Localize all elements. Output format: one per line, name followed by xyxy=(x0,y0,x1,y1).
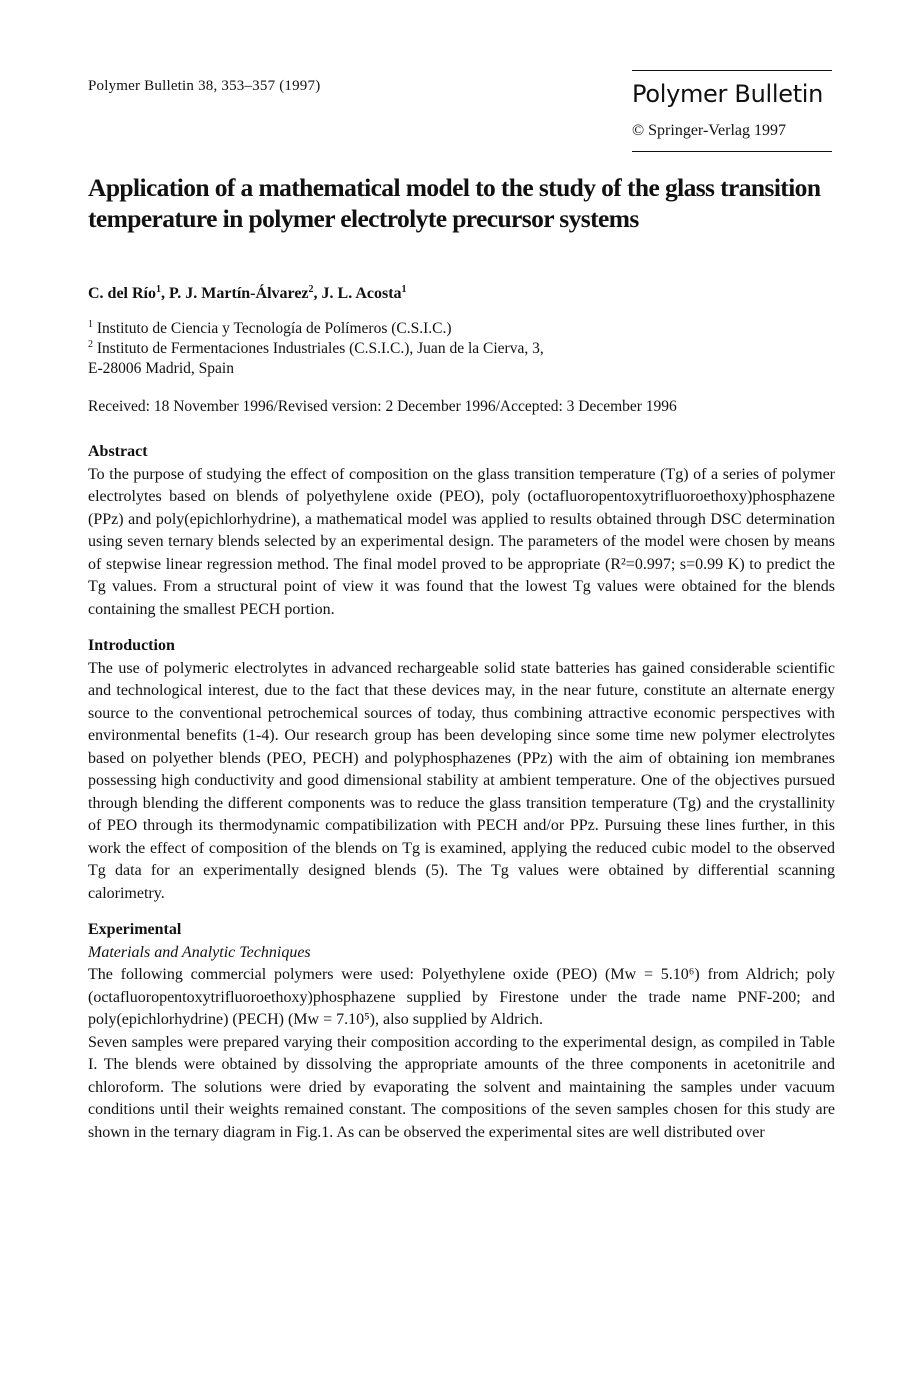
affiliations xyxy=(88,319,544,379)
header-rule-bottom xyxy=(632,151,832,152)
abstract-heading: Abstract xyxy=(88,443,148,460)
author-affiliation-mark: 1 xyxy=(401,284,407,295)
affiliation-line xyxy=(88,339,544,359)
experimental-paragraph-1: The following commercial polymers were used: Polyethylene oxide (PEO) (Mw = 5.10⁶) from Aldrich; poly (octafluoropentoxytrifluoroethoxy)phosphazene supplied by Firestone under the trade name PNF-200; and poly(epichlorhydrine) (PECH) (Mw = 7.10⁵), also supplied by Aldrich. xyxy=(88,966,835,1028)
experimental-section xyxy=(88,919,835,1144)
affiliation-line xyxy=(88,319,544,339)
abstract-text: To the purpose of studying the effect of composition on the glass transition temperature (Tg) of a series of polymer electrolytes based on blends of polyethylene oxide (PEO), poly (octafluoropentoxytrifluoroethoxy)phosphazene (PPz) and poly(epichlorhydrine), a mathematical model was applied to results obtained through DSC determination using seven ternary blends selected by an experimental design. The parameters of the model were chosen by means of stepwise linear regression method. The final model proved to be appropriate (R²=0.997; s=0.99 K) to predict the Tg values. From a structural point of view it was found that the lowest Tg values were obtained for the blends containing the smallest PECH portion. xyxy=(88,465,835,618)
affiliation-line xyxy=(88,359,544,379)
experimental-heading: Experimental xyxy=(88,921,182,938)
author-list xyxy=(88,285,407,303)
introduction-section xyxy=(88,635,835,905)
abstract-section xyxy=(88,441,835,621)
received-dates: Received: 18 November 1996/Revised version: 2 December 1996/Accepted: 3 December 1996 xyxy=(88,398,677,415)
introduction-heading: Introduction xyxy=(88,637,175,654)
paper-title: Application of a mathematical model to the study of the glass transition temperature in polymer electrolyte precursor systems xyxy=(88,173,821,233)
author-name: C. del Río xyxy=(88,285,156,302)
author-separator: , xyxy=(161,285,169,302)
affiliation-mark: 2 xyxy=(88,339,93,350)
journal-name: Polymer Bulletin xyxy=(632,80,824,108)
author-name: J. L. Acosta xyxy=(321,285,402,302)
author-affiliation-mark: 2 xyxy=(308,284,314,295)
introduction-text: The use of polymeric electrolytes in advanced rechargeable solid state batteries has gained considerable scientific and technological interest, due to the fact that these devices may, in the near future, constitute an alternate energy source to the conventional petrochemical sources of today, thus combining attractive economic perspectives with environmental benefits (1-4). Our research group has been developing since some time new polymer electrolytes based on polyether blends (PEO, PECH) and polyphosphazenes (PPz) with the aim of obtaining ion membranes possessing high conductivity and good dimensional stability at ambient temperature. One of the objectives pursued through blending the different components was to reduce the glass transition temperature (Tg) and the crystallinity of PEO through its thermodynamic compatibilization with PECH and/or PPz. Pursuing these lines further, in this work the effect of composition of the blends on Tg is examined, applying the reduced cubic model to the observed Tg data for an experimentally designed blends (5). The Tg values were obtained by differential scanning calorimetry. xyxy=(88,659,835,902)
paper-body xyxy=(88,441,835,1158)
experimental-paragraph-2: Seven samples were prepared varying their composition according to the experimental design, as compiled in Table I. The blends were obtained by dissolving the appropriate amounts of the three components in acetonitrile and chloroform. The solutions were dried by evaporating the solvent and maintaining the samples under vacuum conditions until their weights remained constant. The compositions of the seven samples chosen for this study are shown in the ternary diagram in Fig.1. As can be observed the experimental sites are well distributed over xyxy=(88,1033,835,1141)
materials-subheading: Materials and Analytic Techniques xyxy=(88,943,311,961)
header-rule-top xyxy=(632,70,832,71)
journal-citation: Polymer Bulletin 38, 353–357 (1997) xyxy=(88,78,321,94)
affiliation-mark: 1 xyxy=(88,319,93,330)
affiliation-text: Instituto de Fermentaciones Industriales (C.S.I.C.), Juan de la Cierva, 3, xyxy=(96,340,544,357)
affiliation-text: E-28006 Madrid, Spain xyxy=(88,360,234,377)
author-separator: , xyxy=(313,285,322,302)
author-name: P. J. Martín-Álvarez xyxy=(169,285,309,302)
affiliation-text: Instituto de Ciencia y Tecnología de Polímeros (C.S.I.C.) xyxy=(96,320,452,337)
copyright-notice: © Springer-Verlag 1997 xyxy=(632,122,787,139)
author-affiliation-mark: 1 xyxy=(156,284,161,295)
